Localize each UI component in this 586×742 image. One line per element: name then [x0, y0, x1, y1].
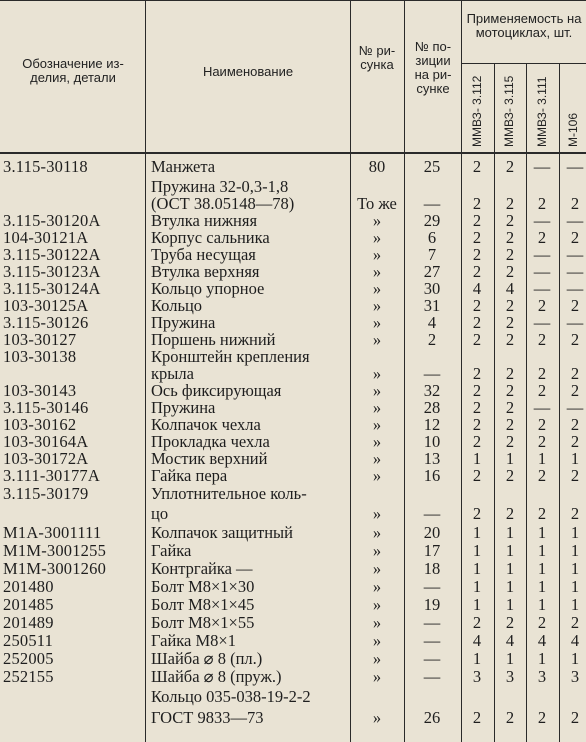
qty-mmvz-3115: 1	[505, 449, 515, 468]
part-name: Поршень нижний	[151, 330, 276, 349]
figure-no: »	[372, 559, 382, 578]
qty-m106: 2	[570, 708, 580, 727]
qty-mmvz-3115: 1	[505, 595, 515, 614]
position-no: —	[423, 504, 441, 523]
figure-no: »	[372, 415, 382, 434]
qty-mmvz-3112: 2	[472, 381, 482, 400]
position-no: —	[423, 194, 441, 213]
column-rule	[559, 153, 560, 742]
qty-m106: 2	[570, 415, 580, 434]
qty-mmvz-3111: 2	[537, 432, 547, 451]
figure-no: »	[372, 504, 382, 523]
qty-m106: 2	[570, 381, 580, 400]
part-code: М1А-3001111	[3, 523, 102, 542]
qty-mmvz-3115: 1	[505, 577, 515, 596]
qty-mmvz-3111: —	[533, 157, 551, 176]
qty-mmvz-3115: 4	[505, 631, 515, 650]
qty-mmvz-3112: 2	[472, 708, 482, 727]
part-name: Колпачок защитный	[151, 523, 293, 542]
qty-mmvz-3111: —	[533, 211, 551, 230]
position-no: 18	[423, 559, 441, 578]
header-bottom-rule	[0, 152, 586, 154]
part-code: 3.111-30177А	[3, 466, 100, 485]
part-code: 103-30143	[3, 381, 77, 400]
qty-mmvz-3115: 2	[505, 228, 515, 247]
header-divider	[559, 63, 560, 153]
column-rule	[145, 153, 146, 742]
part-name: Гайка	[151, 541, 192, 560]
header-model: М-106	[566, 112, 580, 147]
qty-mmvz-3111: 1	[537, 559, 547, 578]
figure-no: »	[372, 211, 382, 230]
qty-mmvz-3112: 2	[472, 228, 482, 247]
qty-mmvz-3115: 2	[505, 504, 515, 523]
qty-m106: —	[566, 157, 584, 176]
qty-mmvz-3111: 1	[537, 523, 547, 542]
part-code: 252005	[3, 649, 54, 668]
header-model: ММВЗ- 3.112	[470, 75, 484, 147]
figure-no: »	[372, 667, 382, 686]
part-code: 103-30172А	[3, 449, 89, 468]
position-no: 29	[423, 211, 441, 230]
qty-m106: 2	[570, 364, 580, 383]
qty-m106: 2	[570, 296, 580, 315]
position-no: 16	[423, 466, 441, 485]
table-header	[0, 0, 586, 153]
qty-mmvz-3112: 2	[472, 245, 482, 264]
part-code: М1М-3001260	[3, 559, 107, 578]
qty-mmvz-3112: 2	[472, 330, 482, 349]
position-no: —	[423, 577, 441, 596]
qty-mmvz-3111: —	[533, 279, 551, 298]
part-name: Колпачок чехла	[151, 415, 261, 434]
figure-no: »	[372, 649, 382, 668]
header-divider	[350, 0, 351, 153]
qty-mmvz-3112: 2	[472, 504, 482, 523]
part-name: Труба несущая	[151, 245, 256, 264]
position-no: 28	[423, 398, 441, 417]
part-code: 3.115-30179	[3, 484, 89, 503]
part-name: Уплотнительное коль-	[151, 484, 307, 503]
qty-mmvz-3112: 2	[472, 157, 482, 176]
qty-mmvz-3112: 2	[472, 211, 482, 230]
qty-mmvz-3112: 2	[472, 296, 482, 315]
part-code: 103-30162	[3, 415, 77, 434]
qty-mmvz-3112: 4	[472, 631, 482, 650]
qty-mmvz-3111: 1	[537, 577, 547, 596]
header-divider	[145, 0, 146, 153]
position-no: 32	[423, 381, 441, 400]
figure-no: »	[372, 262, 382, 281]
qty-mmvz-3111: —	[533, 245, 551, 264]
part-name: Втулка нижняя	[151, 211, 258, 230]
qty-m106: 1	[570, 649, 580, 668]
position-no: —	[423, 649, 441, 668]
qty-m106: 3	[570, 667, 580, 686]
qty-mmvz-3112: 1	[472, 523, 482, 542]
qty-mmvz-3115: 2	[505, 330, 515, 349]
qty-mmvz-3111: —	[533, 398, 551, 417]
figure-no: »	[372, 466, 382, 485]
part-code: 104-30121А	[3, 228, 89, 247]
position-no: —	[423, 667, 441, 686]
part-name: Болт М8×1×30	[151, 577, 255, 596]
position-no: 7	[427, 245, 437, 264]
part-code: 103-30125А	[3, 296, 89, 315]
part-code: 201480	[3, 577, 54, 596]
part-name: Гайка пера	[151, 466, 228, 485]
figure-no: »	[372, 279, 382, 298]
header-model: ММВЗ- 3.111	[535, 76, 549, 147]
applicability-rule	[461, 63, 586, 64]
qty-mmvz-3115: 2	[505, 211, 515, 230]
qty-mmvz-3112: 1	[472, 649, 482, 668]
qty-mmvz-3111: 4	[537, 631, 547, 650]
header-applicability: Применяемость на мотоциклах, шт.	[466, 11, 582, 40]
header-position-no: № по- зиции на ри- сунке	[414, 39, 452, 96]
qty-mmvz-3111: 1	[537, 541, 547, 560]
qty-mmvz-3112: 2	[472, 415, 482, 434]
qty-m106: 1	[570, 595, 580, 614]
qty-mmvz-3115: 1	[505, 559, 515, 578]
qty-mmvz-3111: 1	[537, 649, 547, 668]
part-name: Кольцо	[151, 296, 203, 315]
qty-mmvz-3112: 2	[472, 398, 482, 417]
qty-mmvz-3112: 1	[472, 595, 482, 614]
part-name: Шайба ⌀ 8 (пл.)	[151, 649, 263, 668]
part-code: 3.115-30122А	[3, 245, 101, 264]
column-rule	[526, 153, 527, 742]
position-no: 6	[427, 228, 437, 247]
column-rule	[494, 153, 495, 742]
part-name: Кронштейн крепления	[151, 347, 310, 366]
part-code: 3.115-30126	[3, 313, 89, 332]
position-no: 13	[423, 449, 441, 468]
qty-m106: 2	[570, 228, 580, 247]
part-code: М1М-3001255	[3, 541, 107, 560]
figure-no: »	[372, 595, 382, 614]
position-no: 10	[423, 432, 441, 451]
header-divider	[526, 63, 527, 153]
qty-mmvz-3112: 2	[472, 194, 482, 213]
figure-no: »	[372, 631, 382, 650]
part-code: 250511	[3, 631, 54, 650]
figure-no: »	[372, 313, 382, 332]
qty-mmvz-3115: 4	[505, 279, 515, 298]
part-name: Мостик верхний	[151, 449, 268, 468]
figure-no: »	[372, 577, 382, 596]
part-name: Шайба ⌀ 8 (пруж.)	[151, 667, 282, 686]
qty-mmvz-3111: 3	[537, 667, 547, 686]
qty-mmvz-3115: 2	[505, 157, 515, 176]
header-model: ММВЗ- 3.115	[502, 75, 516, 147]
qty-m106: —	[566, 313, 584, 332]
figure-no: »	[372, 228, 382, 247]
qty-mmvz-3112: 3	[472, 667, 482, 686]
qty-m106: —	[566, 262, 584, 281]
qty-mmvz-3115: 2	[505, 381, 515, 400]
qty-mmvz-3115: 1	[505, 649, 515, 668]
position-no: 26	[423, 708, 441, 727]
part-name: Болт М8×1×55	[151, 613, 255, 632]
qty-mmvz-3111: 2	[537, 504, 547, 523]
part-code: 103-30127	[3, 330, 77, 349]
position-no: 12	[423, 415, 441, 434]
qty-m106: —	[566, 279, 584, 298]
qty-mmvz-3115: 1	[505, 541, 515, 560]
position-no: 30	[423, 279, 441, 298]
qty-mmvz-3112: 2	[472, 364, 482, 383]
position-no: 2	[427, 330, 437, 349]
part-code: 201485	[3, 595, 54, 614]
figure-no: То же	[357, 194, 397, 213]
part-code: 3.115-30120А	[3, 211, 101, 230]
figure-no: »	[372, 613, 382, 632]
qty-mmvz-3111: 2	[537, 330, 547, 349]
part-name: Корпус сальника	[151, 228, 270, 247]
qty-mmvz-3111: 2	[537, 194, 547, 213]
part-name: Манжета	[151, 157, 216, 176]
header-divider	[404, 0, 405, 153]
part-code: 3.115-30124А	[3, 279, 101, 298]
qty-mmvz-3115: 1	[505, 523, 515, 542]
position-no: 17	[423, 541, 441, 560]
part-name: Кольцо упорное	[151, 279, 265, 298]
qty-mmvz-3111: —	[533, 313, 551, 332]
qty-mmvz-3115: 2	[505, 415, 515, 434]
qty-m106: 1	[570, 559, 580, 578]
qty-m106: 4	[570, 631, 580, 650]
part-name: Пружина	[151, 398, 216, 417]
part-name-cont: крыла	[151, 364, 194, 383]
figure-no: »	[372, 398, 382, 417]
qty-mmvz-3115: 2	[505, 262, 515, 281]
qty-m106: 2	[570, 466, 580, 485]
qty-m106: 1	[570, 523, 580, 542]
qty-mmvz-3115: 3	[505, 667, 515, 686]
qty-mmvz-3115: 2	[505, 398, 515, 417]
figure-no: »	[372, 708, 382, 727]
qty-m106: —	[566, 398, 584, 417]
column-rule	[461, 153, 462, 742]
figure-no: »	[372, 364, 382, 383]
part-name-cont: (ОСТ 38.05148—78)	[151, 194, 295, 213]
position-no: 20	[423, 523, 441, 542]
figure-no: »	[372, 381, 382, 400]
part-code: 103-30138	[3, 347, 77, 366]
qty-mmvz-3112: 2	[472, 262, 482, 281]
qty-m106: —	[566, 245, 584, 264]
position-no: 27	[423, 262, 441, 281]
qty-mmvz-3111: 2	[537, 415, 547, 434]
qty-mmvz-3112: 2	[472, 466, 482, 485]
qty-mmvz-3111: —	[533, 262, 551, 281]
figure-no: »	[372, 523, 382, 542]
part-code: 252155	[3, 667, 54, 686]
header-top-rule	[0, 0, 586, 1]
qty-mmvz-3115: 2	[505, 364, 515, 383]
qty-mmvz-3115: 2	[505, 466, 515, 485]
qty-mmvz-3112: 4	[472, 279, 482, 298]
qty-m106: 1	[570, 577, 580, 596]
qty-m106: 2	[570, 613, 580, 632]
part-code: 103-30164А	[3, 432, 89, 451]
part-name: Пружина 32-0,3-1,8	[151, 177, 289, 196]
part-name: Ось фиксирующая	[151, 381, 282, 400]
position-no: 4	[427, 313, 437, 332]
qty-mmvz-3111: 2	[537, 296, 547, 315]
figure-no: »	[372, 296, 382, 315]
part-code: 201489	[3, 613, 54, 632]
qty-mmvz-3115: 2	[505, 245, 515, 264]
qty-mmvz-3112: 1	[472, 577, 482, 596]
qty-m106: 1	[570, 449, 580, 468]
qty-mmvz-3111: 1	[537, 449, 547, 468]
qty-m106: 2	[570, 504, 580, 523]
part-code: 3.115-30146	[3, 398, 89, 417]
figure-no: »	[372, 330, 382, 349]
qty-mmvz-3115: 2	[505, 296, 515, 315]
column-rule	[350, 153, 351, 742]
figure-no: »	[372, 541, 382, 560]
qty-m106: 2	[570, 330, 580, 349]
qty-mmvz-3111: 2	[537, 364, 547, 383]
position-no: 25	[423, 157, 441, 176]
figure-no: »	[372, 432, 382, 451]
part-name: Болт М8×1×45	[151, 595, 255, 614]
qty-mmvz-3111: 1	[537, 595, 547, 614]
qty-mmvz-3111: 2	[537, 466, 547, 485]
qty-mmvz-3112: 2	[472, 313, 482, 332]
position-no: —	[423, 631, 441, 650]
qty-mmvz-3111: 2	[537, 613, 547, 632]
figure-no: 80	[368, 157, 386, 176]
header-figure-no: № ри- сунка	[358, 43, 396, 72]
part-name: Втулка верхняя	[151, 262, 260, 281]
qty-mmvz-3115: 2	[505, 194, 515, 213]
qty-mmvz-3112: 2	[472, 613, 482, 632]
position-no: 31	[423, 296, 441, 315]
qty-mmvz-3111: 2	[537, 228, 547, 247]
qty-m106: 2	[570, 194, 580, 213]
figure-no: »	[372, 245, 382, 264]
qty-mmvz-3115: 2	[505, 708, 515, 727]
header-divider	[494, 63, 495, 153]
part-name: Кольцо 035-038-19-2-2	[151, 687, 311, 706]
qty-mmvz-3111: 2	[537, 381, 547, 400]
position-no: —	[423, 613, 441, 632]
part-name: Гайка М8×1	[151, 631, 236, 650]
qty-m106: 1	[570, 541, 580, 560]
figure-no: »	[372, 449, 382, 468]
qty-mmvz-3112: 1	[472, 449, 482, 468]
part-name: Прокладка чехла	[151, 432, 270, 451]
qty-m106: —	[566, 211, 584, 230]
qty-m106: 2	[570, 432, 580, 451]
header-designation: Обозначение из- делия, детали	[22, 56, 124, 85]
part-name-cont: цо	[151, 504, 169, 523]
position-no: —	[423, 364, 441, 383]
part-code: 3.115-30118	[3, 157, 88, 176]
part-name-cont: ГОСТ 9833—73	[151, 708, 264, 727]
part-name: Контргайка —	[151, 559, 253, 578]
header-name: Наименование	[202, 64, 294, 79]
part-name: Пружина	[151, 313, 216, 332]
part-code: 3.115-30123А	[3, 262, 101, 281]
qty-mmvz-3115: 2	[505, 313, 515, 332]
qty-mmvz-3115: 2	[505, 432, 515, 451]
position-no: 19	[423, 595, 441, 614]
header-divider	[461, 0, 462, 153]
qty-mmvz-3112: 2	[472, 432, 482, 451]
qty-mmvz-3115: 2	[505, 613, 515, 632]
qty-mmvz-3111: 2	[537, 708, 547, 727]
qty-mmvz-3112: 1	[472, 541, 482, 560]
qty-mmvz-3112: 1	[472, 559, 482, 578]
